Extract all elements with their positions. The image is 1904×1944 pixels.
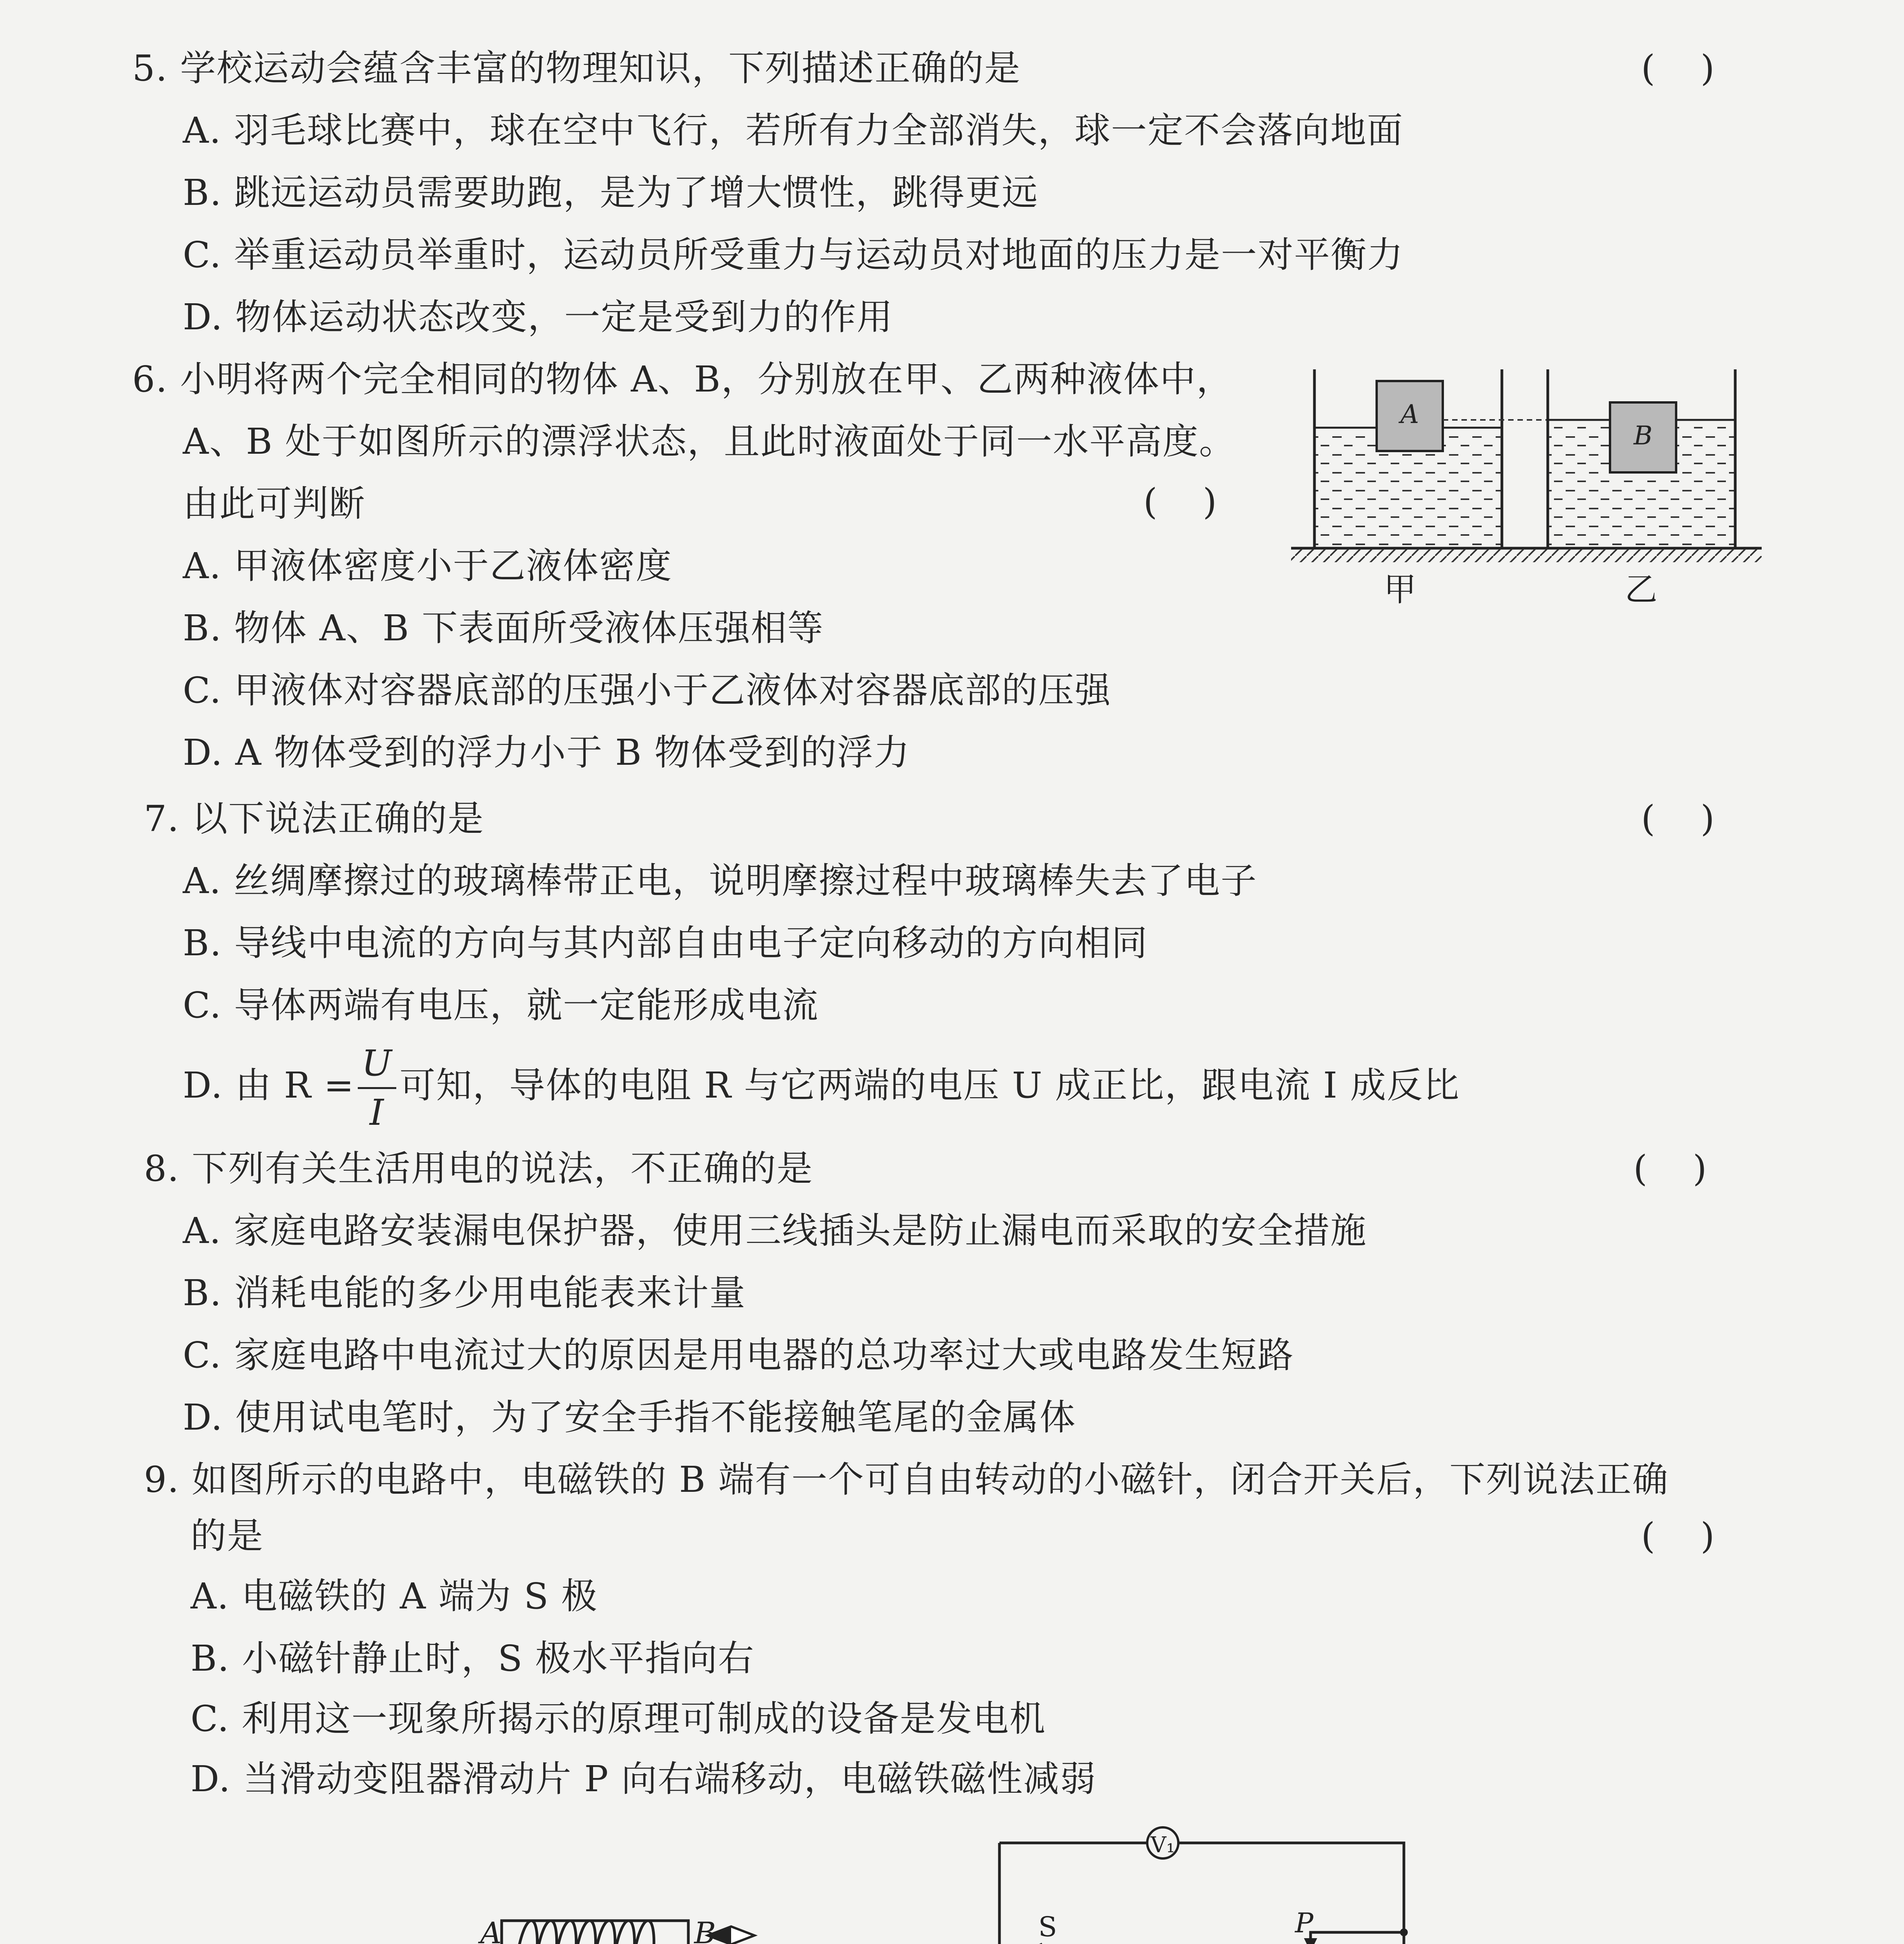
- q8-answer-paren: ( ): [1633, 1148, 1707, 1189]
- q7-stem: 7. 以下说法正确的是: [144, 798, 485, 839]
- q8-option-b: B. 消耗电能的多少用电能表来计量: [183, 1272, 746, 1314]
- q9-circuit-figure: [459, 1897, 945, 1944]
- q10-circuit-figure: [964, 1820, 1462, 1944]
- q6-option-a: A. 甲液体密度小于乙液体密度: [183, 545, 672, 587]
- block-b-label: B: [1633, 421, 1653, 451]
- caption-jia: 甲: [1383, 570, 1417, 608]
- q6-option-b: B. 物体 A、B 下表面所受液体压强相等: [183, 607, 824, 649]
- junction-dot-right-top: [1400, 1928, 1408, 1936]
- q5-answer-paren: ( ): [1641, 47, 1715, 89]
- r2-slider-arrow: [1304, 1938, 1317, 1944]
- formula-numerator: U: [358, 1042, 397, 1089]
- q7-option-c: C. 导体两端有电压，就一定能形成电流: [183, 984, 819, 1026]
- coil-loop-3: [556, 1921, 576, 1944]
- q8-stem: 8. 下列有关生活用电的说法，不正确的是: [144, 1148, 814, 1189]
- q9-option-d: D. 当滑动变阻器滑动片 P 向右端移动，电磁铁磁性减弱: [191, 1758, 1097, 1800]
- block-a-label: A: [1400, 399, 1419, 429]
- q7-option-d-prefix: D. 由 R =: [183, 1064, 355, 1106]
- q9-option-c: C. 利用这一现象所揭示的原理可制成的设备是发电机: [191, 1698, 1046, 1739]
- caption-yi: 乙: [1624, 570, 1658, 608]
- slider-wire: [1311, 1932, 1404, 1944]
- q7-answer-paren: ( ): [1641, 798, 1715, 839]
- fig9-label-a: A: [480, 1916, 502, 1944]
- coil-loop-5: [595, 1921, 615, 1944]
- fig9-label-b: B: [694, 1916, 716, 1944]
- q6-stem-line3: 由此可判断: [183, 483, 366, 524]
- q9-option-a: A. 电磁铁的 A 端为 S 极: [191, 1575, 598, 1617]
- q6-stem-line1: 6. 小明将两个完全相同的物体 A、B，分别放在甲、乙两种液体中，: [132, 358, 1233, 400]
- coil-loop-6: [614, 1921, 635, 1944]
- q9-option-b: B. 小磁针静止时，S 极水平指向右: [191, 1638, 755, 1679]
- fig10-label-p: P: [1295, 1907, 1314, 1939]
- q9-answer-paren: ( ): [1641, 1515, 1715, 1557]
- q6-answer-paren: ( ): [1143, 481, 1217, 523]
- q6-option-c: C. 甲液体对容器底部的压强小于乙液体对容器底部的压强: [183, 670, 1111, 711]
- q7-option-b: B. 导线中电流的方向与其内部自由电子定向移动的方向相同: [183, 922, 1148, 964]
- q5-option-d: D. 物体运动状态改变，一定是受到力的作用: [183, 296, 893, 338]
- q8-option-a: A. 家庭电路安装漏电保护器，使用三线插头是防止漏电而采取的安全措施: [183, 1210, 1367, 1252]
- resistance-formula: [358, 1042, 397, 1135]
- coil-loop-1: [517, 1921, 537, 1944]
- q5-option-b: B. 跳远运动员需要助跑，是为了增大惯性，跳得更远: [183, 172, 1039, 213]
- q6-option-d: D. A 物体受到的浮力小于 B 物体受到的浮力: [183, 732, 910, 773]
- coil-loop-2: [537, 1921, 557, 1944]
- q9-stem-line1: 9. 如图所示的电路中，电磁铁的 B 端有一个可自由转动的小磁针，闭合开关后，下列说法正确: [144, 1459, 1669, 1500]
- q7-option-d-suffix: 可知，导体的电阻 R 与它两端的电压 U 成正比，跟电流 I 成反比: [399, 1064, 1460, 1106]
- coil-loop-7: [634, 1921, 654, 1944]
- q5-stem: 5. 学校运动会蕴含丰富的物理知识，下列描述正确的是: [132, 47, 1021, 89]
- wire-top-right: [1178, 1843, 1404, 1944]
- voltmeter-v1-label: V₁: [1150, 1832, 1175, 1858]
- q7-option-d: [183, 1042, 1460, 1135]
- fig10-label-s: S: [1038, 1911, 1057, 1943]
- formula-denominator: I: [369, 1092, 385, 1134]
- q5-option-a: A. 羽毛球比赛中，球在空中飞行，若所有力全部消失，球一定不会落向地面: [183, 110, 1404, 151]
- q5-option-c: C. 举重运动员举重时，运动员所受重力与运动员对地面的压力是一对平衡力: [183, 234, 1404, 276]
- coil-loop-4: [576, 1921, 596, 1944]
- q8-option-d: D. 使用试电笔时，为了安全手指不能接触笔尾的金属体: [183, 1397, 1076, 1438]
- q9-stem-line2: 的是: [191, 1515, 264, 1557]
- ground-hatch: [1291, 549, 1762, 562]
- q7-option-a: A. 丝绸摩擦过的玻璃棒带正电，说明摩擦过程中玻璃棒失去了电子: [183, 860, 1257, 902]
- q6-containers-figure: [1283, 358, 1769, 622]
- q8-option-c: C. 家庭电路中电流过大的原因是用电器的总功率过大或电路发生短路: [183, 1334, 1294, 1376]
- q6-stem-line2: A、B 处于如图所示的漂浮状态，且此时液面处于同一水平高度。: [183, 421, 1236, 462]
